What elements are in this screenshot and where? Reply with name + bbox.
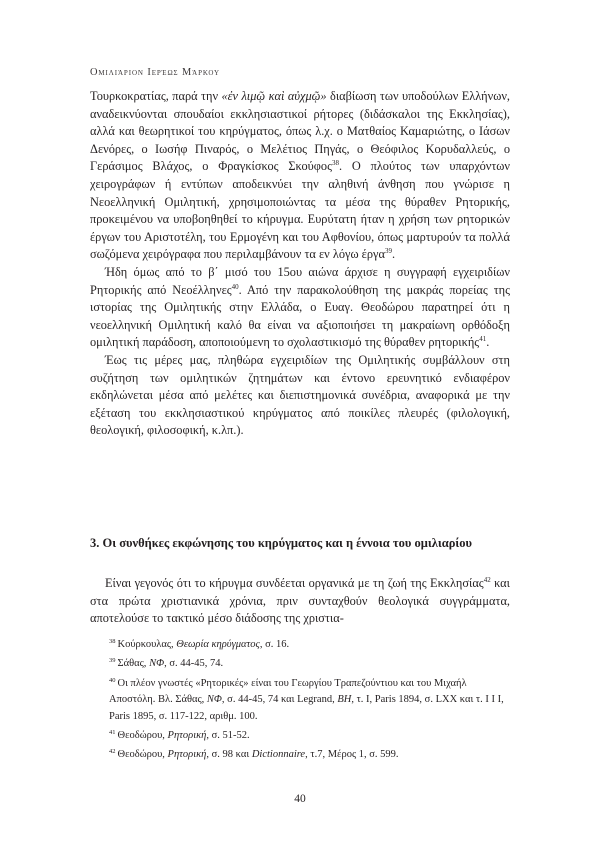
text-run: , σ. 98 και [206,749,252,761]
text-run: . Ο πλούτος των υπαρχόντων χειρογράφων ή εντύπων αποδεικνύει την αληθινή άνθηση που γνώρισε η Νεοελληνική Ομιλητική, χρησιμοποιώντας τα μέσα της θύραθεν Ρητορικής, προκειμένου να υποβοηθηθεί το κήρυγμα. Ευρύτατη ήταν η χρήση των ρητορικών έργων του Αριστοτέλη, του Ερμογένη και του Αφθονίου, όπως μαρτυρούν τα πολλά σωζόμενα χειρόγραφα που περιλαμβάνουν τα εν λόγω έργα [90,159,510,262]
footnote-ref-39[interactable]: 39 [384,247,392,256]
paragraph-3: Έως τις μέρες μας, πληθώρα εγχειριδίων της Ομιλητικής συμβάλλουν στη συζήτηση των ομιλητικών ζητημάτων και έντονο ερευνητικό ενδιαφέρον εκδηλώνεται μέσα από μελέτες και διεπιστημονικά συνέδρια, αναφορικά με την εξέταση του εκκλησιαστικού κηρύγματος από ποικίλες πλευρές (φιλολογική, θεολογική, φιλοσοφική, κ.λπ.). [90,352,510,438]
text-run: , σ. 44-45, 74. [164,658,224,670]
text-run: Θεοδώρου, [117,749,168,761]
quote-italic: «ἐν λιμῷ καὶ αὐχμῷ» [221,89,327,103]
text-run: , σ. 16. [259,639,290,650]
body-text [90,88,510,440]
footnote-41 [90,725,510,744]
text-run: . [486,335,490,350]
paragraph-1 [90,88,510,264]
footnote-ref-38[interactable]: 38 [331,159,339,168]
text-run: , τ.7, Μέρος 1, σ. 599. [305,749,399,761]
running-head: Ομιλιάριον Ιερέως Μάρκου [90,67,220,78]
text-run: διαβίωση των υποδούλων Ελλήνων, αναδεικνύονται σπουδαίοι εκκλησιαστικοί ρήτορες (διδάσκαλοι της Εκκλησίας), αλλά και θεωρητικοί του κηρύγματος, όπως λ.χ. ο Ματθαίος Καμαριώτης, ο Ιάσων Δενόρες, ο Ιωσήφ Πιναρός, ο Μελέτιος Πηγάς, ο Θεόφιλος Κορυδαλλεύς, ο Γεράσιμος Βλάχος, ο Φραγκίσκος Σκούφος [90,89,510,174]
section-heading: 3. Οι συνθήκες εκφώνησης του κηρύγματος και η έννοια του ομιλιαρίου [90,536,473,550]
title-italic: ΝΦ [149,658,165,670]
text-run: . [391,247,396,262]
footnote-39 [90,653,510,672]
footnote-number: 42 [109,748,116,756]
footnote-number: 40 [109,676,116,684]
text-run: Τουρκοκρατίας, παρά την [90,89,222,103]
footnote-ref-42[interactable]: 42 [483,576,491,584]
title-italic: ΝΦ [206,694,222,706]
title-italic: Ρητορική [167,749,207,761]
footnote-number: 38 [109,638,116,645]
text-run: Κούρκουλας, [117,639,177,650]
footnote-number: 39 [109,657,116,665]
text-run: Ήδη όμως από το β΄ μισό του 15ου αιώνα άρχισε η συγγραφή εγχειριδίων Ρητορικής από Νεοέλληνες [90,264,510,297]
text-run: , σ. 44-45, 74 και Legrand, [221,694,338,706]
text-run: Σάθας, [117,658,150,670]
text-run: , σ. 51-52. [206,730,250,742]
text-run: . Από την παρακολούθηση της μακράς πορείας της ιστορίας της Ομιλητικής στην Ελλάδα, ο Ευαγ. Θεοδώρου παρατηρεί ότι η νεοελληνική Ομιλητική καλό θα είναι να αξιοποιήσει τη μακραίωνη ορθόδοξη ομιλητική παράδοση, αποποιούμενη το σχολαστικισμό της θύραθεν ρητορικής [90,282,510,350]
footnote-40 [90,673,510,725]
text-run: και στα πρώτα χριστιανικά χρόνια, πριν συνταχθούν θεολογικά συγγράμματα, αποτελούσε το τακτικό μέσο διάδοσης της χριστια- [90,576,510,626]
footnote-42 [90,744,510,763]
title-italic: BH [337,694,352,706]
paragraph-2 [90,264,510,352]
page-number: 40 [294,793,306,805]
text-run: Θεοδώρου, [117,730,168,742]
footnote-ref-40[interactable]: 40 [231,282,239,291]
text-run: Είναι γεγονός ότι το κήρυγμα συνδέεται οργανικά με τη ζωή της Εκκλησίας [105,576,484,590]
footnote-38 [90,634,510,653]
section-text [90,575,510,628]
title-italic: Dictionnaire [251,749,306,761]
footnotes [90,634,510,764]
footnote-number: 41 [109,729,116,737]
footnote-ref-41[interactable]: 41 [479,335,487,344]
text-run: Οι πλέον γνωστές «Ρητορικές» είναι του Γεωργίου Τραπεζούντιου και του Μιχαήλ Αποστόλη. Βλ. Σάθας, [109,677,467,706]
title-italic: Ρητορική [167,730,207,742]
title-italic: Θεωρία κηρύγματος [176,639,260,650]
text-run: , τ. I, Paris 1894, σ. LXX και τ. I I I, Paris 1895, σ. 117-122, αριθμ. 100. [109,694,504,722]
section-paragraph [90,575,510,628]
